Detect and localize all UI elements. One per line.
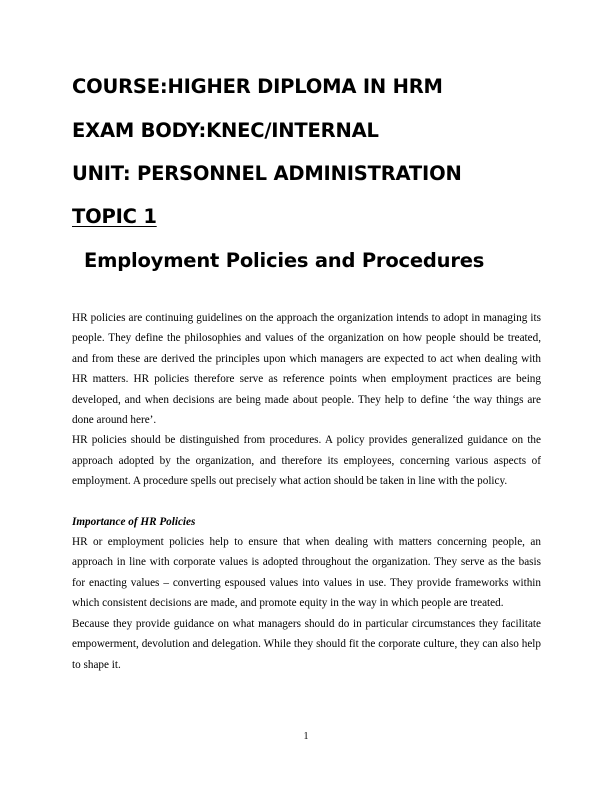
paragraph-hr-policies-definition: HR policies are continuing guidelines on the approach the organization intends to adopt in managing its people. They define the philosophies and values of the organization on how people should be treated, and from these are derived the principles upon which managers are expected to act when dealing with HR matters. HR policies therefore serve as reference points when employment practices are being developed, and when decisions are being made about people. They help to define ‘the way things are done around here’.: [72, 312, 541, 427]
document-body: [72, 308, 541, 675]
topic-heading: TOPIC 1: [72, 205, 157, 228]
paragraph-empowerment: Because they provide guidance on what managers should do in particular circumstances they facilitate empowerment, devolution and delegation. While they should fit the corporate culture, they can also help to shape it.: [72, 617, 541, 671]
unit-heading: UNIT: PERSONNEL ADMINISTRATION: [72, 162, 462, 185]
section-title-importance: Importance of HR Policies: [72, 515, 196, 528]
course-heading: COURSE:HIGHER DIPLOMA IN HRM: [72, 75, 443, 98]
exam-body-heading: EXAM BODY:KNEC/INTERNAL: [72, 119, 379, 142]
page-number: 1: [303, 731, 309, 742]
topic-subtitle: Employment Policies and Procedures: [84, 249, 485, 272]
paragraph-policies-vs-procedures: HR policies should be distinguished from procedures. A policy provides generalized guidance on the approach adopted by the organization, and therefore its employees, concerning various aspects of employment. A procedure spells out precisely what action should be taken in line with the policy.: [72, 434, 541, 488]
paragraph-spacer: [72, 492, 541, 512]
paragraph-importance: HR or employment policies help to ensure that when dealing with matters concerning people, an approach in line with corporate values is adopted throughout the organization. They serve as the basis for enacting values – converting espoused values into values in use. They provide frameworks within which consistent decisions are made, and promote equity in the way in which people are treated.: [72, 536, 541, 610]
